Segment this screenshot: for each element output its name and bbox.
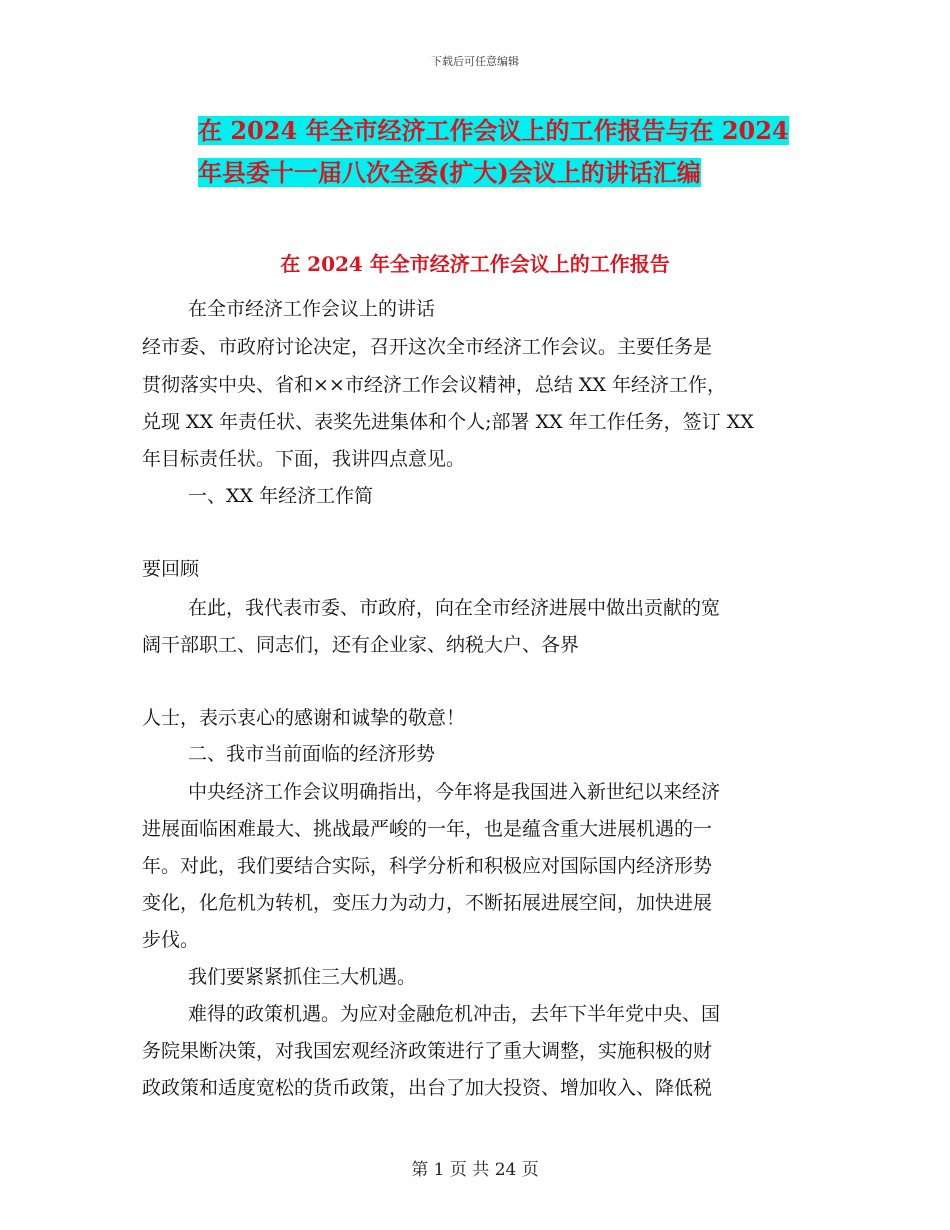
- page-footer: 第 1 页 共 24 页: [411, 1160, 539, 1180]
- paragraph-line: 政政策和适度宽松的货币政策，出台了加大投资、增加收入、降低税: [142, 1077, 713, 1099]
- paragraph-line: 贯彻落实中央、省和××市经济工作会议精神，总结 XX 年经济工作，: [142, 374, 726, 396]
- paragraph-line: 步伐。: [142, 929, 200, 951]
- paragraph-line: 年。对此，我们要结合实际，科学分析和积极应对国际国内经济形势: [142, 855, 713, 877]
- header-note: 下载后可任意编辑: [431, 55, 519, 68]
- paragraph-line: 我们要紧紧抓住三大机遇。: [188, 966, 417, 988]
- paragraph-line: 难得的政策机遇。为应对金融危机冲击，去年下半年党中央、国: [188, 1003, 721, 1025]
- paragraph-line: 要回顾: [142, 558, 200, 580]
- main-title-line-2: 年县委十一届八次全委(扩大)会议上的讲话汇编: [198, 158, 701, 187]
- paragraph-line: 一、XX 年经济工作简: [188, 485, 374, 507]
- paragraph-line: 中央经济工作会议明确指出，今年将是我国进入新世纪以来经济: [188, 781, 721, 803]
- paragraph-line: 在全市经济工作会议上的讲话: [188, 298, 436, 320]
- main-title-line-1: 在 2024 年全市经济工作会议上的工作报告与在 2024: [198, 116, 789, 145]
- paragraph-line: 在此，我代表市委、市政府，向在全市经济进展中做出贡献的宽: [188, 597, 721, 619]
- paragraph-line: 年目标责任状。下面，我讲四点意见。: [142, 448, 466, 470]
- paragraph-line: 变化，化危机为转机，变压力为动力，不断拓展进展空间，加快进展: [142, 892, 713, 914]
- section-title: 在 2024 年全市经济工作会议上的工作报告: [280, 252, 670, 276]
- paragraph-line: 进展面临困难最大、挑战最严峻的一年，也是蕴含重大进展机遇的一: [142, 818, 713, 840]
- paragraph-line: 人士，表示衷心的感谢和诚挚的敬意！: [142, 707, 466, 729]
- paragraph-line: 阔干部职工、同志们，还有企业家、纳税大户、各界: [142, 634, 580, 656]
- paragraph-line: 二、我市当前面临的经济形势: [188, 743, 436, 765]
- paragraph-line: 经市委、市政府讨论决定，召开这次全市经济工作会议。主要任务是: [142, 336, 713, 358]
- paragraph-line: 兑现 XX 年责任状、表奖先进集体和个人;部署 XX 年工作任务，签订 XX: [142, 411, 754, 433]
- paragraph-line: 务院果断决策，对我国宏观经济政策进行了重大调整，实施积极的财: [142, 1040, 713, 1062]
